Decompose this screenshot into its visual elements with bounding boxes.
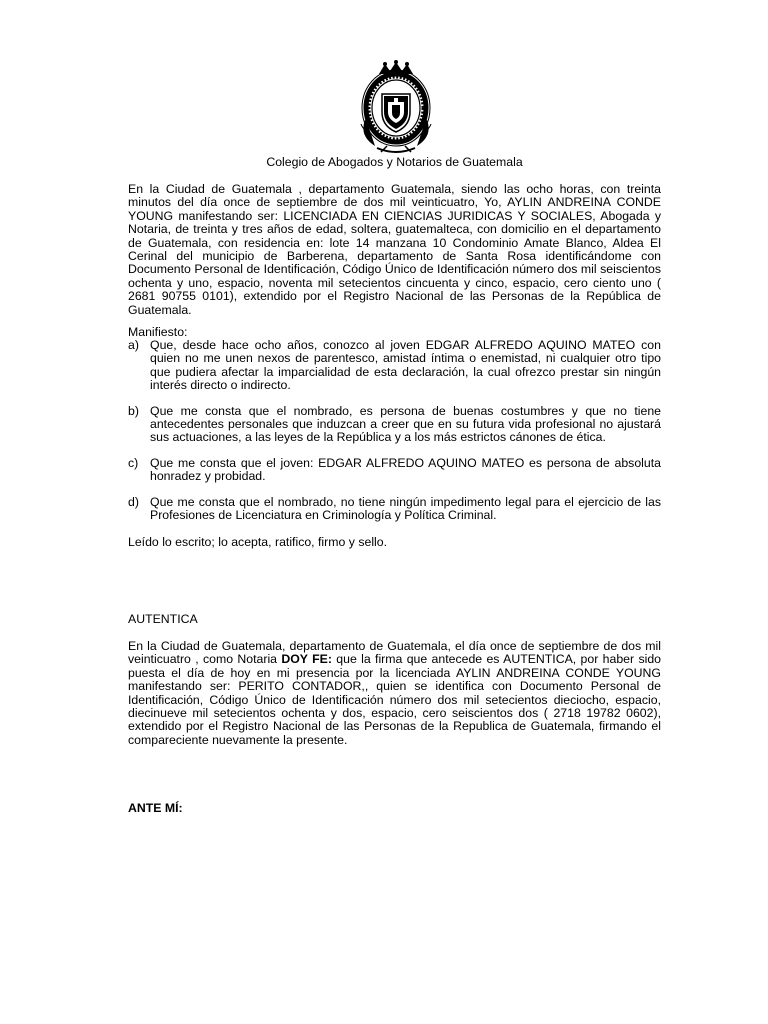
- manifest-label: Manifiesto:: [128, 325, 188, 339]
- notary-seal-icon: [357, 60, 435, 156]
- list-item-text: Que me consta que el joven: EDGAR ALFREDO AQUINO MATEO es persona de absoluta honradez y probidad.: [150, 455, 661, 484]
- doy-fe-text: DOY FE:: [281, 652, 332, 667]
- intro-paragraph: En la Ciudad de Guatemala , departamento Guatemala, siendo las ocho horas, con treinta minutos del día once de septiembre de dos mil veinticuatro, Yo, AYLIN ANDREINA CONDE YOUNG manifestando ser: LICENCIADA EN CIENCIAS JURIDICAS Y SOCIALES, Abogada y Notaria, de treinta y tres años de edad, soltera, guatemalteca, con domicilio en el departamento de Guatemala, con residencia en: lote 14 manzana 10 Condominio Amate Blanco, Aldea El Cerinal del municipio de Barberena, departamento de Santa Rosa identificándome con Documento Personal de Identificación, Código Único de Identificación número dos mil seiscientos ochenta y uno, espacio, noventa mil setecientos cincuenta y cinco, espacio, cero ciento uno ( 2681 90755 0101), extendido por el Registro Nacional de las Personas de la República de Guatemala.: [128, 182, 661, 317]
- document-heading: Colegio de Abogados y Notarios de Guatemala: [266, 155, 523, 169]
- list-marker: a): [128, 338, 139, 352]
- list-item-text: Que me consta que el nombrado, es persona de buenas costumbres y que no tiene antecedentes personales que induzcan a creer que en su futura vida profesional no ajustará sus actuaciones, a las leyes de la República y a los más estrictos cánones de ética.: [150, 403, 661, 445]
- autentica-text-end: que la firma que antecede es AUTENTICA, por haber sido puesta el día de hoy en mi presencia por la licenciada AYLIN ANDREINA CONDE YOUNG manifestando ser: PERITO CONTADOR,, quien se identifica con Documento Personal de Identificación, Código Único de Identificación número dos mil setecientos dieciocho, espacio, diecinueve mil setecientos ochenta y dos, espacio, cero seiscientos dos ( 2718 19782 0602), extendido por el Registro Nacional de las Personas de la Republica de Guatemala, firmando el compareciente nuevamente la presente.: [128, 652, 662, 747]
- list-marker: d): [128, 494, 139, 509]
- list-marker: b): [128, 403, 139, 418]
- manifest-list: [128, 339, 661, 534]
- closing-paragraph: Leído lo escrito; lo acepta, ratifico, firmo y sello.: [128, 535, 388, 549]
- list-item-text: Que me consta que el nombrado, no tiene ningún impedimento legal para el ejercicio de las Profesiones de Licenciatura en Criminología y Política Criminal.: [150, 494, 661, 523]
- list-item-text: Que, desde hace ocho años, conozco al joven EDGAR ALFREDO AQUINO MATEO con quien no me unen nexos de parentesco, amistad íntima o enemistad, ni cualquier otro tipo que pudiera afectar la imparcialidad de esta declaración, la cual ofrezco prestar sin ningún interés directo o indirecto.: [150, 338, 661, 393]
- autentica-title: AUTENTICA: [128, 612, 198, 626]
- list-item: [128, 339, 661, 393]
- list-item: [128, 405, 661, 445]
- ante-mi-label: ANTE MÍ:: [128, 801, 183, 815]
- list-item: [128, 496, 661, 523]
- autentica-text-start: En la Ciudad de Guatemala, departamento de Guatemala, el día once de septiembre de dos mil veinticuatro , como Notaria: [128, 639, 661, 667]
- autentica-paragraph: [128, 640, 661, 747]
- list-item: [128, 457, 661, 484]
- list-marker: c): [128, 455, 139, 470]
